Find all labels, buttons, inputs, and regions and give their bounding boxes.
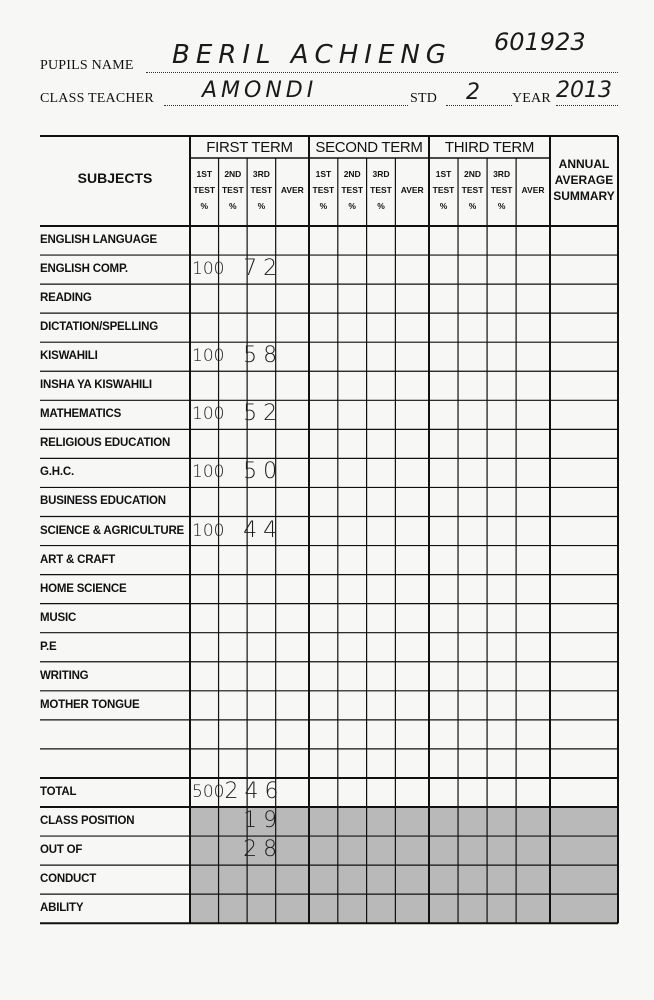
term3-subheader-4: [516, 182, 550, 198]
subheader-line1: 1ST: [315, 169, 332, 179]
mark-score[interactable]: 58: [243, 343, 284, 369]
mark-out-of[interactable]: 100: [192, 259, 225, 280]
subheader-line3: %: [319, 201, 328, 211]
subheader-line3: %: [439, 201, 448, 211]
subheader-line1: 3RD: [372, 169, 390, 179]
class-teacher-value[interactable]: AMONDI: [202, 78, 318, 103]
subheader-line3: %: [377, 201, 385, 211]
subheader-line2: TEST: [461, 185, 484, 195]
row-label: READING: [40, 292, 92, 305]
row-label: ENGLISH LANGUAGE: [40, 234, 157, 246]
row-label: ABILITY: [40, 902, 84, 915]
mark-score[interactable]: 52: [243, 401, 284, 427]
class-teacher-label: CLASS TEACHER: [40, 91, 154, 106]
annual-header-line-3: SUMMARY: [553, 189, 615, 203]
term3-subheader-3: [487, 166, 516, 214]
annual-header-line-2: AVERAGE: [554, 173, 614, 187]
row-label: OUT OF: [40, 844, 83, 857]
term2-subheader-1: [309, 166, 338, 214]
year-value[interactable]: 2013: [556, 78, 612, 103]
admission-number: 601923: [494, 28, 586, 56]
term1-subheader-4: [276, 182, 309, 198]
term-header-2: SECOND TERM: [315, 139, 423, 156]
year-label: YEAR: [512, 91, 551, 106]
row-label: P.E: [40, 640, 57, 653]
subheader-line1: 1ST: [435, 169, 452, 179]
subheader-line1: 2ND: [464, 169, 482, 179]
subheader-line2: TEST: [490, 185, 513, 195]
row-label: INSHA YA KISWAHILI: [40, 379, 152, 392]
mark-out-of[interactable]: 100: [192, 404, 225, 425]
mark-score[interactable]: 44: [243, 517, 284, 543]
mark-score[interactable]: 72: [243, 256, 284, 282]
row-label: ENGLISH COMP.: [40, 263, 128, 276]
subjects-header: SUBJECTS: [77, 170, 153, 186]
row-label: ART & CRAFT: [40, 553, 116, 566]
subheader-line2: TEST: [341, 185, 364, 195]
subheader-line2: TEST: [370, 185, 392, 195]
subheader-line3: %: [229, 201, 237, 211]
mark-score[interactable]: 28: [243, 837, 284, 863]
subheader-line3: %: [497, 201, 506, 211]
row-label: MATHEMATICS: [40, 408, 122, 421]
subheader-line1: 2ND: [224, 169, 242, 179]
subheader-line1: 3RD: [493, 169, 511, 179]
mark-out-of[interactable]: 100: [192, 346, 225, 367]
row-label: BUSINESS EDUCATION: [40, 495, 166, 508]
term2-subheader-4: [395, 182, 429, 198]
row-label: TOTAL: [40, 785, 77, 798]
mark-out-of[interactable]: 500: [192, 781, 225, 802]
row-label: WRITING: [40, 669, 89, 682]
term2-subheader-3: [367, 166, 396, 214]
row-label: SCIENCE & AGRICULTURE: [40, 524, 185, 537]
term3-subheader-1: [429, 166, 458, 214]
annual-average-summary-header: [550, 156, 618, 204]
row-label: G.H.C.: [40, 466, 74, 479]
subheader-line1: 2ND: [343, 169, 361, 179]
std-value[interactable]: 2: [466, 80, 480, 105]
row-label: CONDUCT: [40, 873, 97, 886]
subheader-line1: 1ST: [196, 169, 213, 179]
subheader-line1: AVER: [400, 185, 424, 195]
term3-subheader-2: [458, 166, 487, 214]
subheader-line2: TEST: [221, 185, 244, 195]
std-label: STD: [410, 91, 438, 106]
subheader-line3: %: [200, 201, 209, 211]
row-label: MOTHER TONGUE: [40, 698, 140, 711]
subheader-line2: TEST: [193, 185, 216, 195]
subheader-line3: %: [468, 201, 477, 211]
mark-score[interactable]: 19: [243, 808, 284, 833]
pupils-name-label: PUPILS NAME: [40, 58, 134, 73]
mark-out-of[interactable]: 100: [192, 462, 225, 483]
row-label: CLASS POSITION: [40, 815, 135, 827]
subheader-line3: %: [348, 201, 356, 211]
term-header-1: FIRST TERM: [206, 139, 293, 156]
subheader-line1: AVER: [521, 185, 545, 195]
pupils-name-value[interactable]: BERIL ACHIENG: [172, 40, 452, 70]
annual-header-line-1: ANNUAL: [558, 157, 610, 171]
subheader-line2: TEST: [250, 185, 273, 195]
subheader-line1: AVER: [280, 185, 304, 195]
subheader-line3: %: [257, 201, 266, 211]
subheader-line2: TEST: [432, 185, 455, 195]
row-label: HOME SCIENCE: [40, 582, 127, 595]
term-header-3: THIRD TERM: [444, 139, 535, 156]
row-label: KISWAHILI: [40, 350, 98, 363]
subheader-line1: 3RD: [252, 169, 270, 179]
mark-score[interactable]: 246: [224, 778, 285, 804]
mark-out-of[interactable]: 100: [192, 520, 225, 541]
mark-score[interactable]: 50: [243, 459, 284, 485]
subheader-line2: TEST: [312, 185, 335, 195]
term1-subheader-2: [219, 166, 248, 214]
term2-subheader-2: [338, 166, 367, 214]
row-label: MUSIC: [40, 611, 77, 624]
term1-subheader-3: [247, 166, 276, 214]
term1-subheader-1: [190, 166, 219, 214]
row-label: DICTATION/SPELLING: [40, 321, 158, 334]
row-label: RELIGIOUS EDUCATION: [40, 437, 171, 450]
